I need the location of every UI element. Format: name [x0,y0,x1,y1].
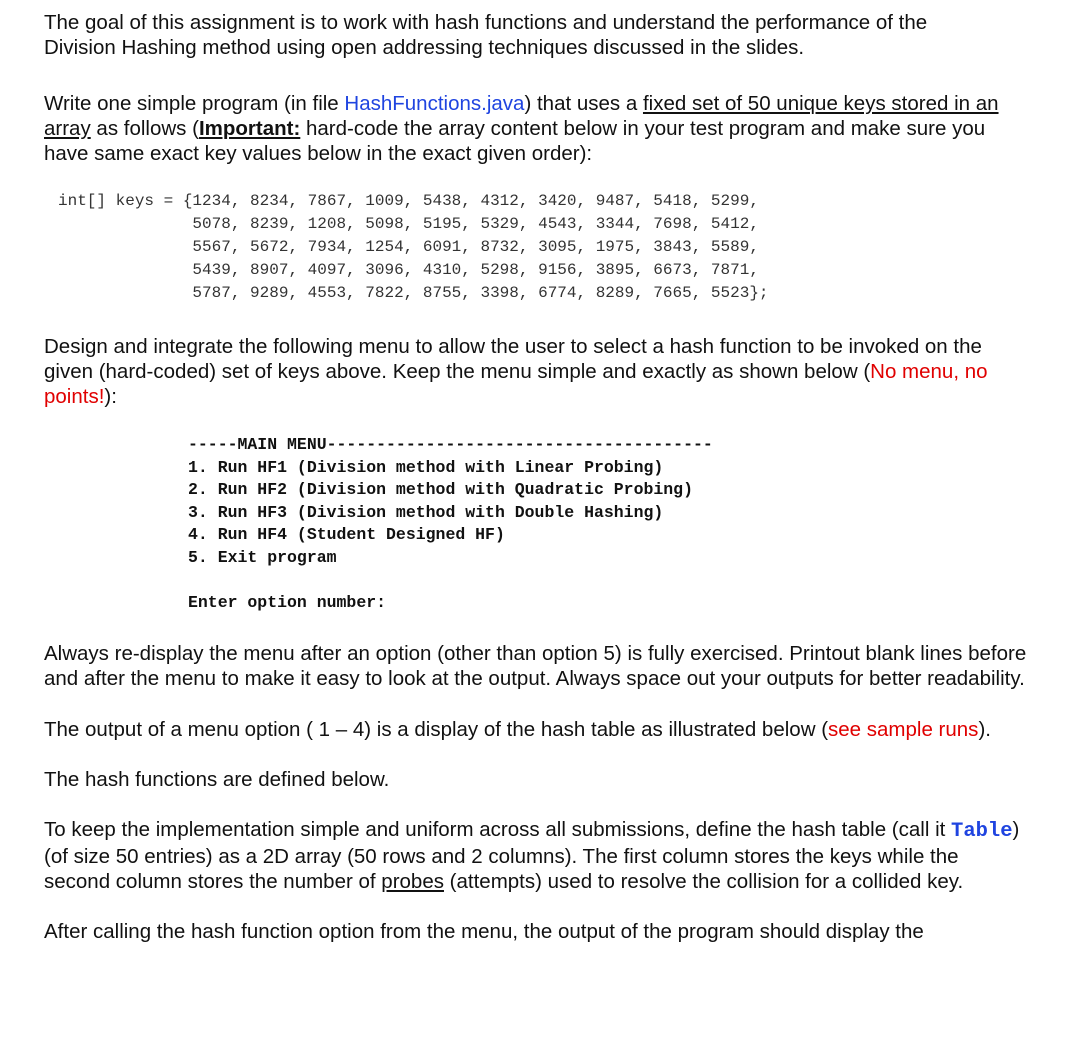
important-label: Important: [198,117,301,140]
keys-values [183,190,769,305]
keys-line: 5787, 9289, 4553, 7822, 8755, 3398, 6774, 8289, 7665, 5523}; [182,284,769,302]
redisplay-paragraph: Always re-display the menu after an option (other than option 5) is fully exercised. Printout blank lines before and after the menu to make it easy to look at the output. Always space out your outputs for better readability. [44,641,1027,690]
keys-line: {1234, 8234, 7867, 1009, 5438, 4312, 3420, 9487, 5418, 5299, [182,192,759,210]
req-text-2: ) that uses a [524,92,643,115]
menu-header: -----MAIN MENU--------------------------------------- [188,435,713,454]
menu-design-paragraph [44,334,1019,409]
keys-declaration: int[] keys = [58,192,183,210]
output-paragraph [44,717,1019,742]
menu-item: 1. Run HF1 (Division method with Linear Probing) [188,457,664,477]
table-text-3: (attempts) used to resolve the collision for a collided key. [443,869,964,893]
menu-item: 2. Run HF2 (Division method with Quadratic Probing) [188,480,693,499]
keys-code-block [58,190,1044,305]
table-text-1: To keep the implementation simple and uniform across all submissions, define the hash table (call it [44,817,952,841]
sample-runs-ref: see sample runs [828,717,979,741]
output-text-2: ). [978,717,991,741]
menu-text-2: ): [104,385,117,408]
table-identifier: Table [951,819,1013,843]
file-name: HashFunctions.java [344,92,525,115]
menu-prompt: Enter option number: [188,593,387,612]
after-calling-paragraph: After calling the hash function option from the menu, the output of the program should display the [44,919,924,943]
req-text-3: as follows ( [90,117,199,140]
no-menu-warning: No menu, no points! [44,360,988,408]
fixed-keys-underline: fixed set of 50 unique keys stored in an array [44,92,999,140]
output-text-1: The output of a menu option ( 1 – 4) is a display of the hash table as illustrated below ( [44,717,829,741]
main-menu-block [188,434,1044,615]
keys-line: 5567, 5672, 7934, 1254, 6091, 8732, 3095, 1975, 3843, 5589, [182,238,759,256]
document-page [44,10,1044,944]
keys-line: 5439, 8907, 4097, 3096, 4310, 5298, 9156, 3895, 6673, 7871, [182,261,759,279]
menu-item: 4. Run HF4 (Student Designed HF) [188,525,505,544]
menu-item: 5. Exit program [188,547,337,567]
table-definition-paragraph [44,817,1029,894]
req-text-1: Write one simple program (in file [44,92,345,115]
intro-paragraph: The goal of this assignment is to work with hash functions and understand the performance of the Division Hashing method using open addressing techniques discussed in the slides. [44,11,928,59]
req-text-4: hard-code the array content below in your test program and make sure you have same exact key values below in the exact given order): [44,117,986,165]
program-requirement-paragraph [44,91,1024,166]
hash-functions-paragraph: The hash functions are defined below. [44,767,390,791]
menu-item: 3. Run HF3 (Division method with Double Hashing) [188,502,664,522]
probes-underline: probes [381,869,444,893]
menu-text-1: Design and integrate the following menu to allow the user to select a hash function to be invoked on the given (hard-coded) set of keys above. Keep the menu simple and exactly as shown below ( [44,335,982,383]
keys-line: 5078, 8239, 1208, 5098, 5195, 5329, 4543, 3344, 7698, 5412, [182,215,759,233]
table-text-2: ) (of size 50 entries) as a 2D array (50 rows and 2 columns). The first column stores the keys while the second column stores the number of [44,817,1020,893]
